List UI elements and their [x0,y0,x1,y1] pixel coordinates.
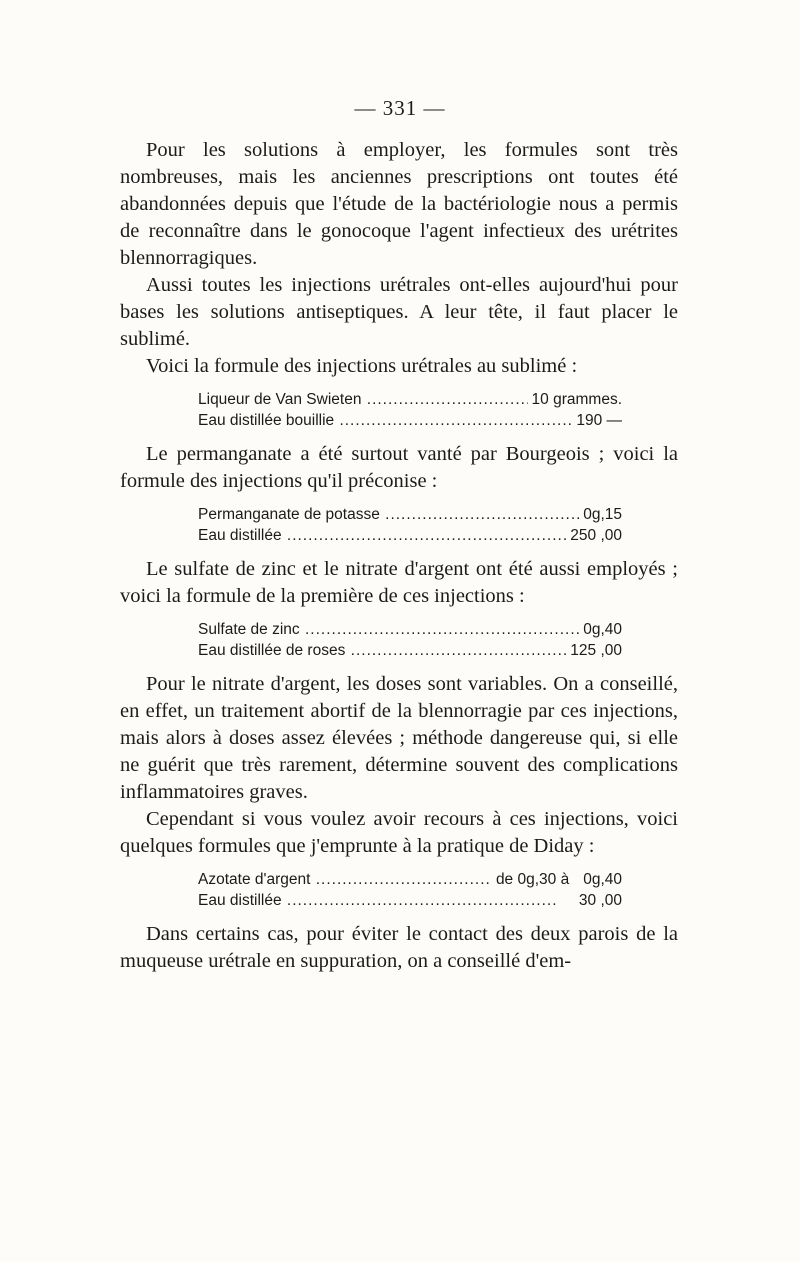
ingredient: Sulfate de zinc ..... [198,619,579,640]
ingredient: Azotate d'argent ..... [198,869,492,890]
quantity: 0g,15 [583,506,622,523]
ingredient: Eau distillée ..... [198,525,566,546]
paragraph: Aussi toutes les injections urétrales ont-elles aujourd'hui pour bases les solutions antiseptiques. A leur tête, il faut placer le sublimé. [120,274,678,350]
formula-row [198,890,622,911]
paragraph: Le permanganate a été surtout vanté par Bourgeois ; voici la formule des injections qu'il préconise : [120,443,678,492]
formula-row [198,525,622,546]
formula-sulfate [198,619,622,661]
quantity: 125 ,00 [570,642,622,659]
quantity: 10 grammes. [531,391,622,408]
page-body [120,137,678,975]
formula-row [198,504,622,525]
ingredient: Eau distillée ..... [198,890,561,911]
formula-row [198,640,622,661]
formula-row [198,389,622,410]
ingredient: Eau distillée bouillie ..... [198,410,572,431]
paragraph: Pour le nitrate d'argent, les doses sont variables. On a conseillé, en effet, un traitement abortif de la blennorragie par ces injections, mais alors à doses assez élevées ; méthode dangereuse qui, si elle ne guérit que très rarement, détermine souvent des complications inflammatoires graves. [120,673,678,803]
formula-permanganate [198,504,622,546]
quantity: 0g,40 [583,621,622,638]
paragraph: Pour les solutions à employer, les formules sont très nombreuses, mais les anciennes prescriptions ont toutes été abandonnées depuis que l'étude de la bactériologie nous a permis de reconnaître dans le gonocoque l'agent infectieux des urétrites blennorragiques. [120,139,678,269]
paragraph: Cependant si vous voulez avoir recours à ces injections, voici quelques formules que j'emprunte à la pratique de Diday : [120,808,678,857]
formula-row [198,619,622,640]
quantity: 30 ,00 [578,892,622,909]
page-number: — 331 — [354,96,446,120]
ingredient: Permanganate de potasse ..... [198,504,579,525]
quantity: 250 ,00 [570,527,622,544]
ingredient: Liqueur de Van Swieten ..... [198,389,528,410]
formula-azotate [198,869,622,911]
formula-row [198,410,622,431]
paragraph: Dans certains cas, pour éviter le contact des deux parois de la muqueuse urétrale en suppuration, on a conseillé d'em- [120,923,678,972]
quantity: 190 — [576,412,622,429]
formula-sublime [198,389,622,431]
quantity: 0g,40 [583,871,622,888]
ingredient: Eau distillée de roses ..... [198,640,566,661]
formula-row [198,869,622,890]
paragraph: Le sulfate de zinc et le nitrate d'argent ont été aussi employés ; voici la formule de la première de ces injections : [120,558,678,607]
paragraph: Voici la formule des injections urétrales au sublimé : [146,355,578,377]
dose-range: de 0g,30 à [495,871,570,888]
